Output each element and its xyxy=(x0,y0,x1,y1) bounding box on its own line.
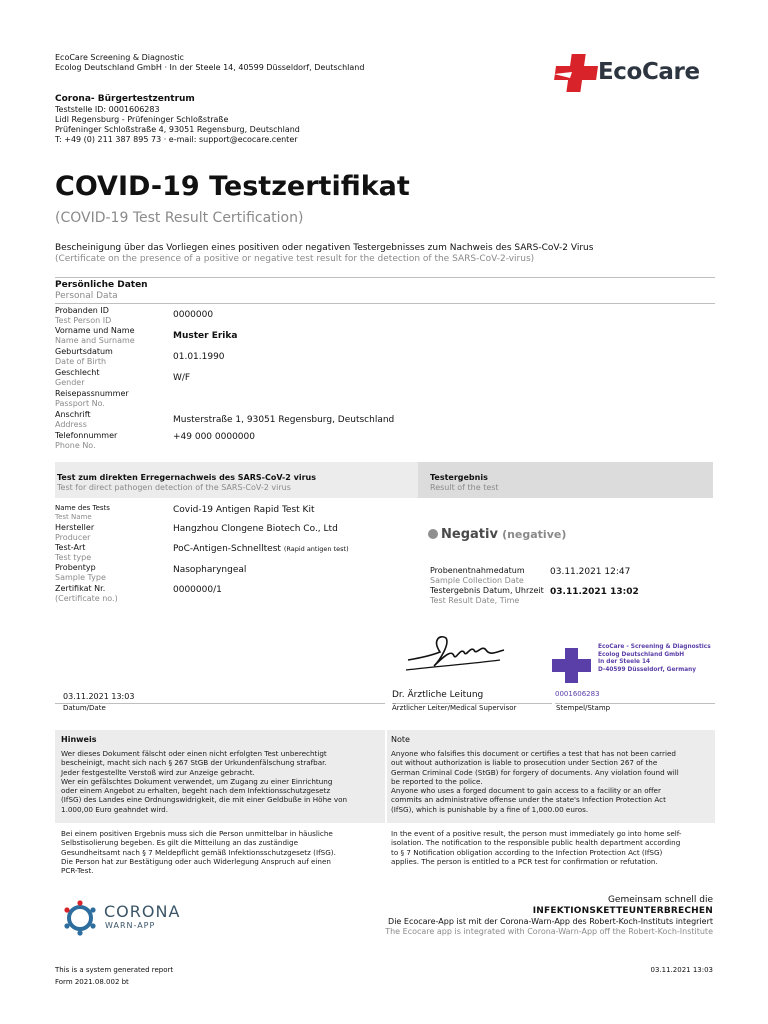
test-heading-en: Test for direct pathogen detection of the SARS-CoV-2 virus xyxy=(57,483,291,492)
result-value: Negativ xyxy=(441,527,498,542)
note-line: out without authorization is liable to prosecution under Section 267 of the xyxy=(391,758,658,768)
form-number: Form 2021.08.002 bt xyxy=(55,978,129,986)
date-label: Datum/Date xyxy=(63,704,106,712)
hinweis-title: Hinweis xyxy=(61,735,97,744)
test-type-small: (Rapid antigen test) xyxy=(283,545,349,553)
note-line: applies. The person is entitled to a PCR test for confirmation or refutation. xyxy=(391,856,658,866)
cwa-sub: WARN-APP xyxy=(105,921,156,930)
footer-left xyxy=(55,966,173,987)
ecocare-logo xyxy=(550,52,715,96)
field-label-de: Probanden ID xyxy=(55,306,109,315)
intro-en: (Certificate on the presence of a positive or negative test result for the detection of the SARS-CoV-2-virus) xyxy=(55,254,535,264)
company-address: Ecolog Deutschland GmbH · In der Steele 14, 40599 Düsseldorf, Deutschland xyxy=(55,63,365,72)
result-heading-de: Testergebnis xyxy=(430,473,488,482)
field-label-de: Probentyp xyxy=(55,563,96,572)
note-line: In the event of a positive result, the person must immediately go into home self- xyxy=(391,829,682,838)
test-type-text: PoC-Antigen-Schnelltest xyxy=(173,544,281,554)
field-label-en: Test type xyxy=(55,553,92,562)
system-note: This is a system generated report xyxy=(55,966,174,974)
field-label-en: (Certificate no.) xyxy=(55,594,118,603)
divider xyxy=(55,303,715,304)
result-dot-icon xyxy=(428,529,438,539)
test-heading-de: Test zum direkten Erregernachweis des SARS-CoV-2 virus xyxy=(57,473,316,482)
corona-virus-icon xyxy=(60,898,100,938)
intro xyxy=(55,243,715,265)
test-person-id-value: 0000000 xyxy=(173,310,214,320)
hinweis-box xyxy=(55,730,385,823)
note-line: be reported to the police. xyxy=(391,776,483,786)
stamp xyxy=(550,642,715,686)
note-line: commits an administrative offense under the state's Infection Protection Act xyxy=(391,795,666,805)
tagline-2: INFEKTIONSKETTEUNTERBRECHEN xyxy=(532,906,713,916)
producer-value: Hangzhou Clongene Biotech Co., Ltd xyxy=(173,524,338,534)
company-name: EcoCare Screening & Diagnostic xyxy=(55,53,184,62)
note-text xyxy=(391,749,713,814)
field-label-en: Passport No. xyxy=(55,399,105,408)
test-type-value xyxy=(173,544,349,555)
phone-value: +49 000 0000000 xyxy=(173,432,255,442)
tagline-4: The Ecocare app is integrated with Corona-Warn-App off the Robert-Koch-Institute xyxy=(385,927,713,936)
name-value: Muster Erika xyxy=(173,331,238,341)
sample-date-label-en: Sample Collection Date xyxy=(430,576,524,585)
field-label-en: Name and Surname xyxy=(55,336,135,345)
field-label-de: Telefonnummer xyxy=(55,431,118,440)
note-line: Anyone who uses a forged document to gain access to a facility or an offer xyxy=(391,786,661,796)
test-result xyxy=(428,527,566,543)
note-line: Selbstisolierung begeben. Es gilt die Mitteilung an das zuständige xyxy=(61,838,298,848)
footer-tagline xyxy=(313,895,713,937)
birthdate-value: 01.01.1990 xyxy=(173,352,225,362)
cwa-name: CORONA xyxy=(104,902,181,921)
test-center-line2: Prüfeninger Schloßstraße 4, 93051 Regensburg, Deutschland xyxy=(55,125,300,134)
signature-icon xyxy=(400,630,510,678)
stamp-line: In der Steele 14 xyxy=(598,659,651,665)
field-label-de: Name des Tests xyxy=(55,504,110,512)
field-label-de: Hersteller xyxy=(55,523,95,532)
certificate-no-value: 0000000/1 xyxy=(173,585,222,595)
test-center-line1: Lidl Regensburg - Prüfeninger Schloßstraße xyxy=(55,115,229,124)
positive-note-en xyxy=(391,829,715,866)
test-center-title: Corona- Bürgertestzentrum xyxy=(55,94,195,104)
note-line: to § 7 Notification obligation according to the Infection Protection Act (IfSG) xyxy=(391,847,663,857)
sample-date-value: 03.11.2021 12:47 xyxy=(550,567,631,577)
ecocare-cross-icon xyxy=(550,52,598,96)
field-label-en: Phone No. xyxy=(55,441,96,450)
gender-value: W/F xyxy=(173,373,191,383)
result-value-en: (negative) xyxy=(502,528,567,541)
note-line: oder einem Angebot zu erhalten, begeht nach dem Infektionsschutzgesetz xyxy=(61,786,331,796)
stamp-cross-icon xyxy=(550,646,594,686)
note-line: Wer dieses Dokument fälscht oder einen nicht erfolgten Test unberechtigt xyxy=(61,749,327,758)
note-line: bescheinigt, macht sich nach § 267 StGB der Urkundenfälschung strafbar. xyxy=(61,758,327,768)
page-subtitle: (COVID-19 Test Result Certification) xyxy=(55,210,304,226)
stamp-line: EcoCare - Screening & Diagnostics xyxy=(598,644,711,650)
intro-de: Bescheinigung über das Vorliegen eines positiven oder negativen Testergebnisses zum Nachweis des SARS-CoV-2 Virus xyxy=(55,243,594,253)
doctor-name: Dr. Ärztliche Leitung xyxy=(392,690,484,700)
test-center-contact: T: +49 (0) 211 387 895 73 · e-mail: support@ecocare.center xyxy=(55,135,298,144)
field-label-en: Producer xyxy=(55,533,91,542)
field-label-de: Reisepassnummer xyxy=(55,389,129,398)
company-block xyxy=(55,53,415,73)
note-line: Bei einem positiven Ergebnis muss sich die Person unmittelbar in häusliche xyxy=(61,829,333,838)
divider xyxy=(55,277,715,278)
result-heading-en: Result of the test xyxy=(430,483,499,492)
note-line: (IfSG) des Landes eine Ordnungswidrigkeit, die mit einer Geldbuße in Höhe von xyxy=(61,795,348,805)
stamp-label: Stempel/Stamp xyxy=(556,704,611,712)
print-date: 03.11.2021 13:03 xyxy=(650,966,713,974)
result-date-value: 03.11.2021 13:02 xyxy=(550,587,639,597)
personal-heading-en: Personal Data xyxy=(55,291,118,301)
test-center-id: Teststelle ID: 0001606283 xyxy=(55,105,160,114)
field-label-de: Zertifikat Nr. xyxy=(55,584,106,593)
sample-date-label-de: Probenentnahmedatum xyxy=(430,566,525,575)
corona-warn-app-logo xyxy=(60,896,210,940)
field-label-en: Address xyxy=(55,420,87,429)
result-date-label-de: Testergebnis Datum, Uhrzeit xyxy=(430,586,544,595)
sample-date-label xyxy=(430,566,550,586)
page-title: COVID-19 Testzertifikat xyxy=(55,171,410,202)
field-label-en: Test Name xyxy=(55,513,92,521)
stamp-id: 0001606283 xyxy=(555,690,600,698)
note-line: Gesundheitsamt nach § 7 Meldepflicht gemäß Infektionsschutzgesetz (IfSG). xyxy=(61,847,336,857)
test-center-block xyxy=(55,94,415,145)
positive-note-de xyxy=(61,829,385,875)
field-label-en: Test Person ID xyxy=(55,316,112,325)
stamp-line: D-40599 Düsseldorf, Germany xyxy=(598,666,697,673)
note-line: Die Person hat zur Bestätigung oder auch Widerlegung Anspruch auf einen xyxy=(61,856,331,866)
hinweis-text xyxy=(61,749,383,814)
note-line: PCR-Test. xyxy=(61,866,94,876)
stamp-text xyxy=(598,644,711,674)
logo-text: EcoCare xyxy=(598,59,700,85)
note-line: German Criminal Code (StGB) for forgery of documents. Any violation found will xyxy=(391,767,679,777)
note-box xyxy=(387,730,715,823)
field-label-de: Test-Art xyxy=(55,543,86,552)
note-line: Jeder festgestellte Verstoß wird zur Anzeige gebracht. xyxy=(61,767,255,777)
stamp-line: Ecolog Deutschland GmbH xyxy=(598,651,685,658)
field-label-de: Geschlecht xyxy=(55,368,100,377)
note-line: (IfSG), which is punishable by a fine of 1,000.00 euros. xyxy=(391,804,589,814)
note-line: 1.000,00 Euro geahndet wird. xyxy=(61,804,169,814)
result-date-label xyxy=(430,586,550,606)
field-label-en: Date of Birth xyxy=(55,357,107,366)
note-line: Wer ein gefälschtes Dokument verwendet, um Zugang zu einer Einrichtung xyxy=(61,776,333,786)
address-value: Musterstraße 1, 93051 Regensburg, Deutschland xyxy=(173,415,395,425)
test-name-value: Covid-19 Antigen Rapid Test Kit xyxy=(173,505,315,515)
personal-data-section xyxy=(55,280,715,450)
field-label-en: Sample Type xyxy=(55,573,106,582)
signature-date: 03.11.2021 13:03 xyxy=(63,692,135,701)
field-label-de: Vorname und Name xyxy=(55,326,135,335)
tagline-3: Die Ecocare-App ist mit der Corona-Warn-App des Robert-Koch-Instituts integriert xyxy=(388,917,713,926)
result-section-header xyxy=(418,462,713,498)
field-label-en: Gender xyxy=(55,378,85,387)
doctor-label: Ärztlicher Leiter/Medical Supervisor xyxy=(392,704,517,712)
field-label-de: Anschrift xyxy=(55,410,91,419)
note-line: isolation. The notification to the responsible public health department according xyxy=(391,838,681,848)
tagline-1: Gemeinsam schnell die xyxy=(607,895,713,905)
field-label-de: Geburtsdatum xyxy=(55,347,113,356)
result-date-label-en: Test Result Date, Time xyxy=(430,596,520,605)
note-line: Anyone who falsifies this document or certifies a test that has not been carried xyxy=(391,749,676,758)
note-title: Note xyxy=(391,735,410,744)
personal-heading-de: Persönliche Daten xyxy=(55,280,148,290)
sample-type-value: Nasopharyngeal xyxy=(173,565,247,575)
